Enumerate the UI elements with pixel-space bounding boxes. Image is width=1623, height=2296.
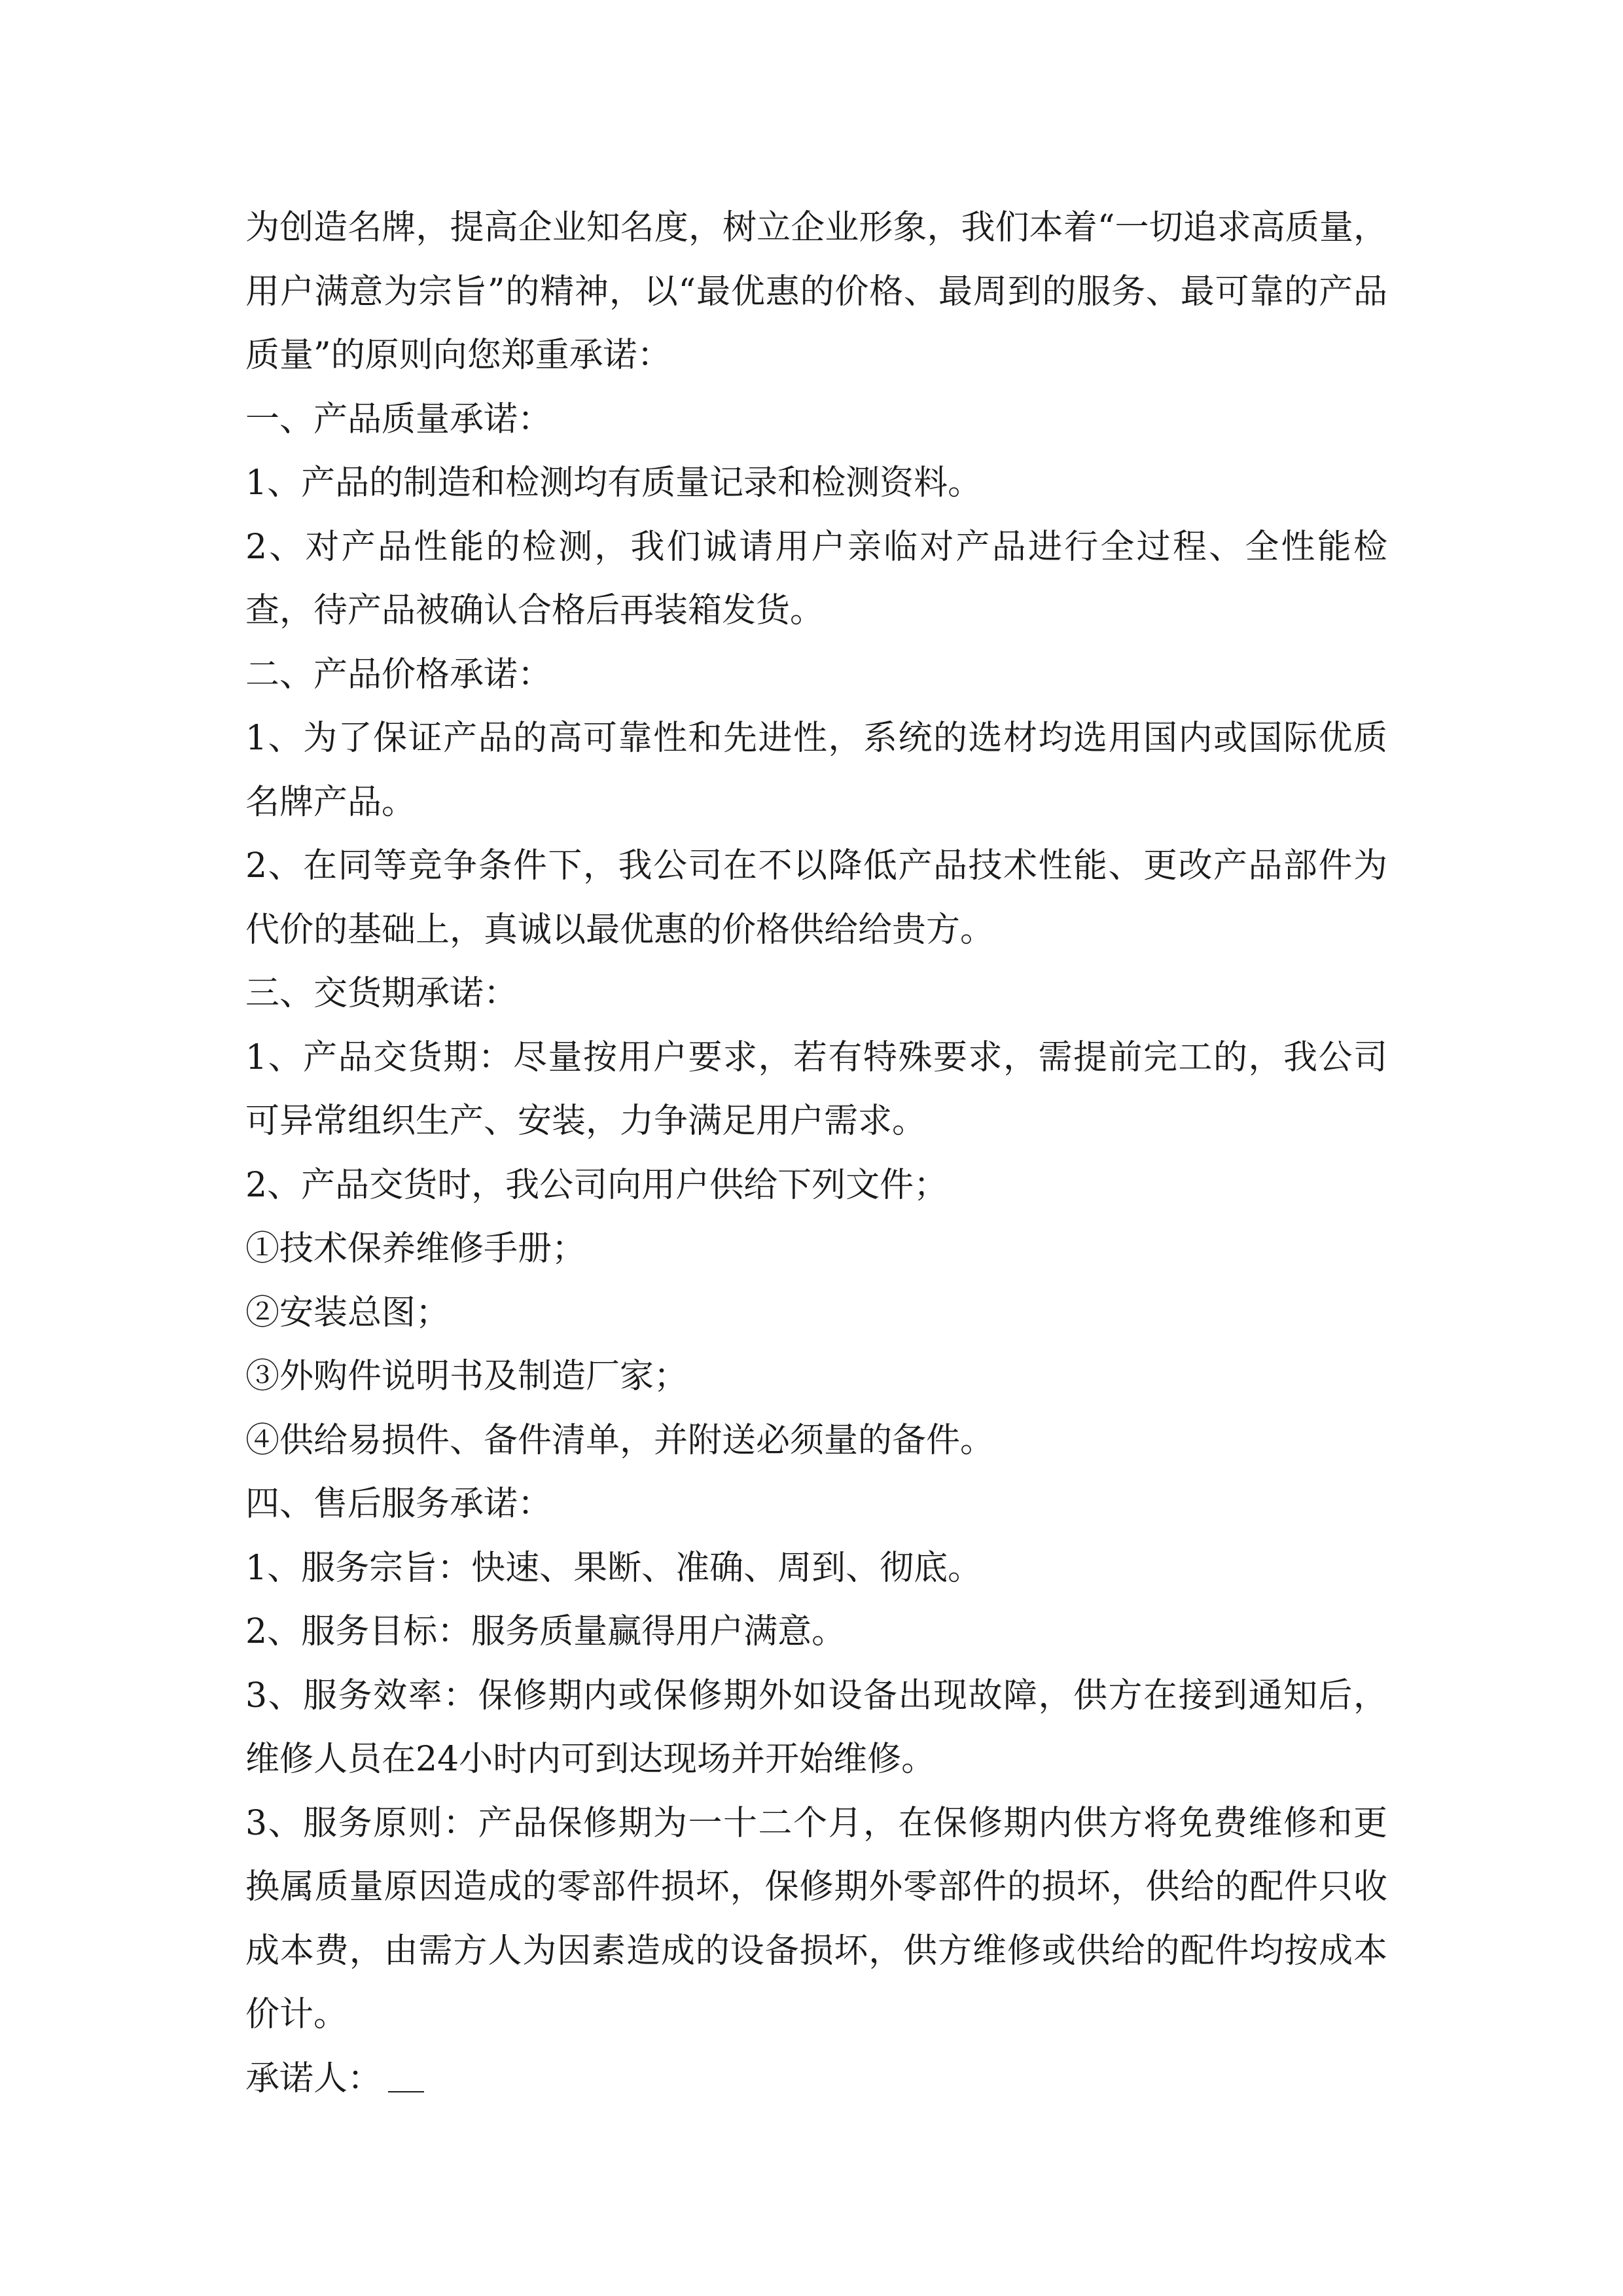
signature-row (245, 2047, 1387, 2111)
price-item-1: 1、为了保证产品的高可靠性和先进性，系统的选材均选用国内或国际优质名牌产品。 (245, 719, 1387, 822)
service-item-4: 3、服务原则：产品保修期为一十二个月，在保修期内供方将免费维修和更换属质量原因造成的零部件损坏，保修期外零部件的损坏，供给的配件只收成本费，由需方人为因素造成的设备损坏，供方维修或供给的配件均按成本价计。 (245, 1803, 1387, 2034)
section-delivery-heading: 三、交货期承诺： (245, 974, 518, 1013)
delivery-doc-2: ②安装总图； (245, 1293, 450, 1333)
service-item-3: 3、服务效率：保修期内或保修期外如设备出现故障，供方在接到通知后，维修人员在24小时内可到达现场并开始维修。 (245, 1676, 1387, 1779)
delivery-item-2: 2、产品交货时，我公司向用户供给下列文件； (245, 1165, 948, 1205)
delivery-doc-1: ①技术保养维修手册； (245, 1229, 586, 1268)
signature-blank-line (388, 2091, 424, 2092)
document-body (245, 196, 1387, 2111)
price-item-2: 2、在同等竞争条件下，我公司在不以降低产品技术性能、更改产品部件为代价的基础上，真诚以最优惠的价格供给给贵方。 (245, 846, 1387, 950)
quality-item-2: 2、对产品性能的检测，我们诚请用户亲临对产品进行全过程、全性能检查，待产品被确认合格后再装箱发货。 (245, 527, 1387, 630)
delivery-doc-3: ③外购件说明书及制造厂家； (245, 1357, 688, 1396)
delivery-doc-4: ④供给易损件、备件清单，并附送必须量的备件。 (245, 1420, 995, 1460)
quality-item-1: 1、产品的制造和检测均有质量记录和检测资料。 (245, 463, 982, 503)
section-price-heading: 二、产品价格承诺： (245, 655, 552, 694)
section-quality-heading: 一、产品质量承诺： (245, 399, 552, 439)
signature-label: 承诺人： (245, 2058, 382, 2098)
delivery-item-1: 1、产品交货期：尽量按用户要求，若有特殊要求，需提前完工的，我公司可异常组织生产、安装，力争满足用户需求。 (245, 1037, 1387, 1141)
service-item-2: 2、服务目标：服务质量赢得用户满意。 (245, 1612, 846, 1651)
service-item-1: 1、服务宗旨：快速、果断、准确、周到、彻底。 (245, 1548, 982, 1588)
intro-paragraph: 为创造名牌，提高企业知名度，树立企业形象，我们本着“一切追求高质量，用户满意为宗旨”的精神，以“最优惠的价格、最周到的服务、最可靠的产品质量”的原则向您郑重承诺： (245, 208, 1387, 375)
section-service-heading: 四、售后服务承诺： (245, 1484, 552, 1524)
